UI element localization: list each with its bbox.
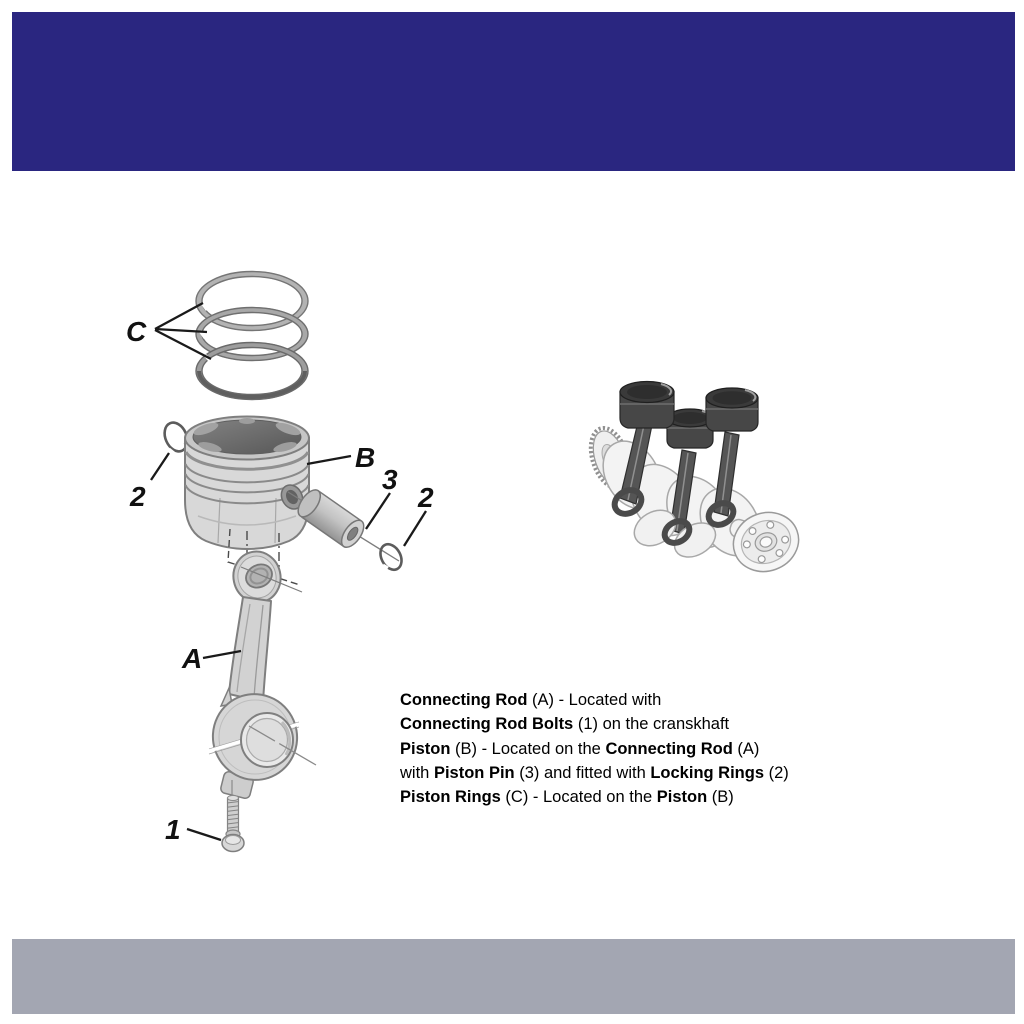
caption: [400, 688, 789, 809]
connecting-rod-illustration: [202, 547, 316, 799]
caption-segment: (2): [764, 763, 789, 782]
caption-segment: Piston Pin: [433, 763, 515, 782]
caption-segment: (3) and fitted with: [514, 763, 651, 782]
svg-text:A: A: [182, 643, 203, 674]
caption-segment: (C) - Located on the: [500, 788, 657, 807]
header-bar: [12, 12, 1015, 171]
piston-pin-illustration: [294, 486, 368, 551]
leader-line-1: [187, 829, 221, 840]
leader-line-2-left: [151, 453, 169, 480]
caption-segment: Connecting Rod: [605, 739, 733, 758]
label-piston-rings: [126, 303, 211, 359]
caption-segment: Connecting Rod: [400, 691, 528, 709]
assembly-piston-right: [706, 388, 758, 431]
leader-line-3: [366, 493, 390, 529]
caption-segment: Locking Rings: [650, 763, 765, 782]
svg-text:1: 1: [165, 814, 181, 845]
caption-line: [400, 688, 789, 712]
caption-segment: with: [400, 763, 434, 782]
caption-segment: Connecting Rod Bolts: [400, 715, 574, 734]
leader-line-b: [307, 456, 351, 464]
svg-text:2: 2: [130, 481, 146, 512]
footer-bar: [12, 939, 1015, 1014]
caption-segment: (A) - Located with: [527, 691, 662, 709]
label-piston: [307, 442, 375, 473]
piston-rings-illustration: [196, 272, 308, 400]
label-bolt: [165, 814, 221, 845]
crank-assembly-diagram: [570, 370, 830, 590]
svg-text:2: 2: [418, 482, 434, 513]
caption-segment: (A): [732, 739, 760, 758]
svg-text:3: 3: [382, 464, 398, 495]
caption-segment: Piston: [656, 788, 708, 807]
caption-segment: (B): [707, 788, 734, 807]
locking-ring-right: [376, 482, 434, 573]
svg-text:C: C: [126, 316, 147, 347]
piston-illustration: [185, 417, 309, 550]
caption-segment: Piston Rings: [400, 788, 501, 807]
caption-segment: Piston: [400, 739, 451, 758]
caption-line: [400, 785, 789, 809]
svg-text:B: B: [355, 442, 376, 473]
caption-segment: (1) on the cranskhaft: [573, 715, 730, 734]
caption-segment: (B) - Located on the: [450, 739, 606, 758]
caption-line: [400, 712, 789, 736]
leader-line-2-right: [404, 511, 426, 546]
caption-line: [400, 761, 789, 785]
caption-line: [400, 737, 789, 761]
label-piston-pin: [366, 464, 398, 529]
assembly-piston-left: [620, 382, 674, 429]
